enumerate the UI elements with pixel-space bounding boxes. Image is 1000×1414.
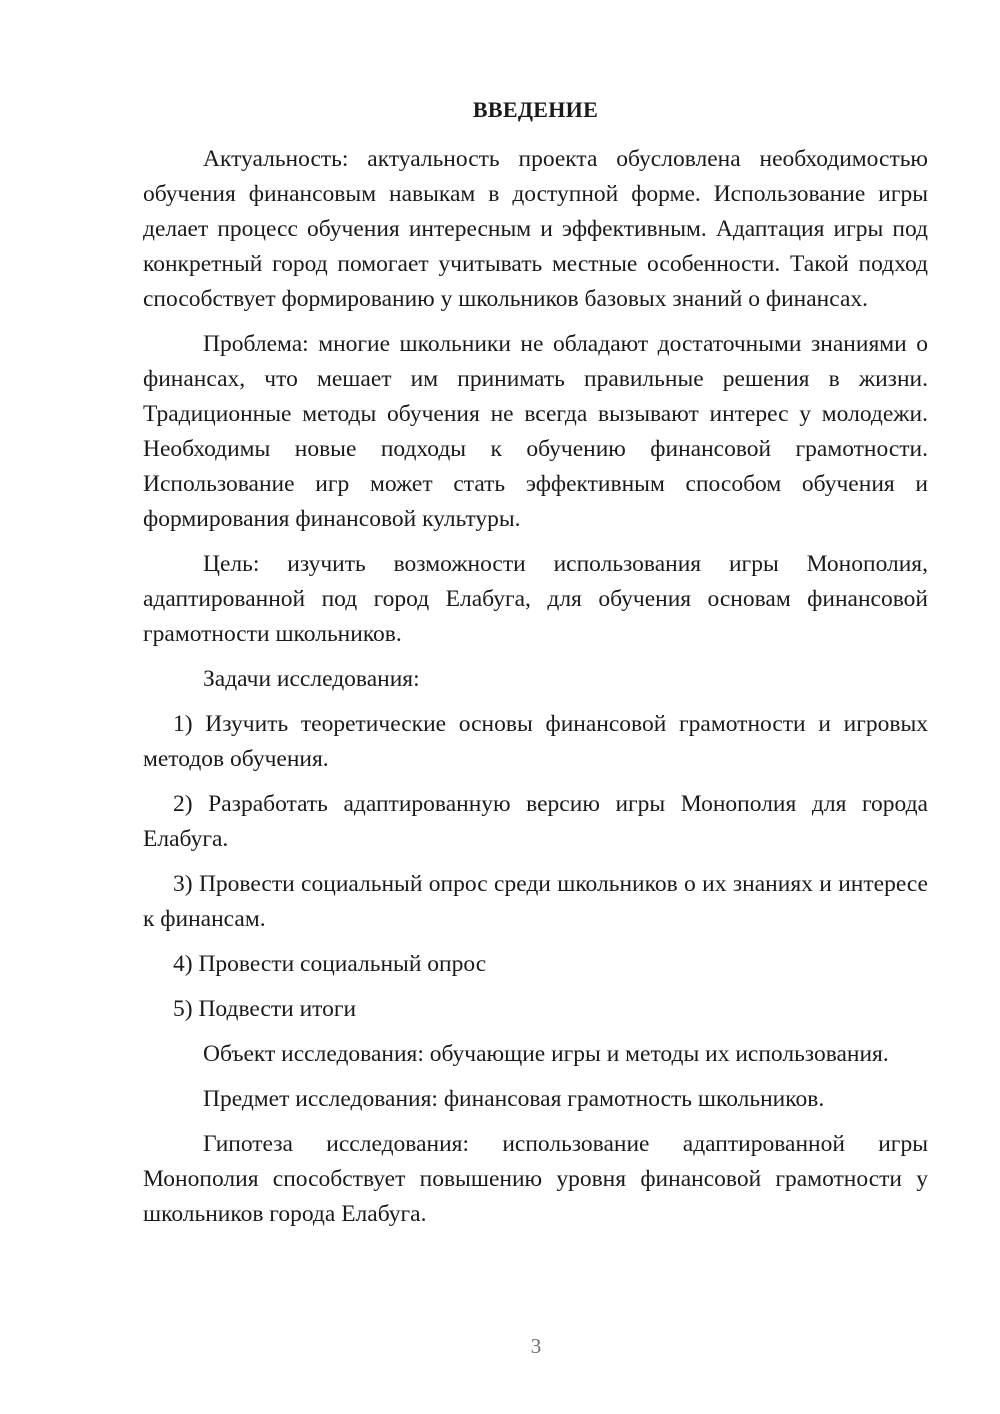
relevance-paragraph: Актуальность: актуальность проекта обусловлена необходимостью обучения финансовым навыкам в доступной форме. Использование игры делает процесс обучения интересным и эффективным. Адаптация игры под конкретный город помогает учитывать местные особенности. Такой подход способствует формированию у школьников базовых знаний о финансах. (143, 146, 928, 312)
page-number: 3 (530, 1334, 542, 1358)
tasks-heading: Задачи исследования: (203, 666, 420, 692)
task-item-1: 1) Изучить теоретические основы финансовой грамотности и игровых методов обучения. (143, 711, 928, 772)
section-title: ВВЕДЕНИЕ (472, 97, 599, 122)
page-content (143, 92, 928, 1242)
task-item-3: 3) Провести социальный опрос среди школьников о их знаниях и интересе к финансам. (143, 871, 928, 932)
task-item-5: 5) Подвести итоги (173, 996, 357, 1022)
object-paragraph: Объект исследования: обучающие игры и методы их использования. (203, 1041, 889, 1067)
subject-paragraph: Предмет исследования: финансовая грамотность школьников. (203, 1086, 825, 1112)
hypothesis-paragraph: Гипотеза исследования: использование адаптированной игры Монополия способствует повышению уровня финансовой грамотности у школьников города Елабуга. (143, 1131, 928, 1227)
problem-paragraph: Проблема: многие школьники не обладают достаточными знаниями о финансах, что мешает им принимать правильные решения в жизни. Традиционные методы обучения не всегда вызывают интерес у молодежи. Необходимы новые подходы к обучению финансовой грамотности. Использование игр может стать эффективным способом обучения и формирования финансовой культуры. (143, 331, 928, 532)
task-item-2: 2) Разработать адаптированную версию игры Монополия для города Елабуга. (143, 791, 928, 852)
task-item-4: 4) Провести социальный опрос (173, 951, 487, 977)
goal-paragraph: Цель: изучить возможности использования игры Монополия, адаптированной под город Елабуга, для обучения основам финансовой грамотности школьников. (143, 551, 928, 647)
